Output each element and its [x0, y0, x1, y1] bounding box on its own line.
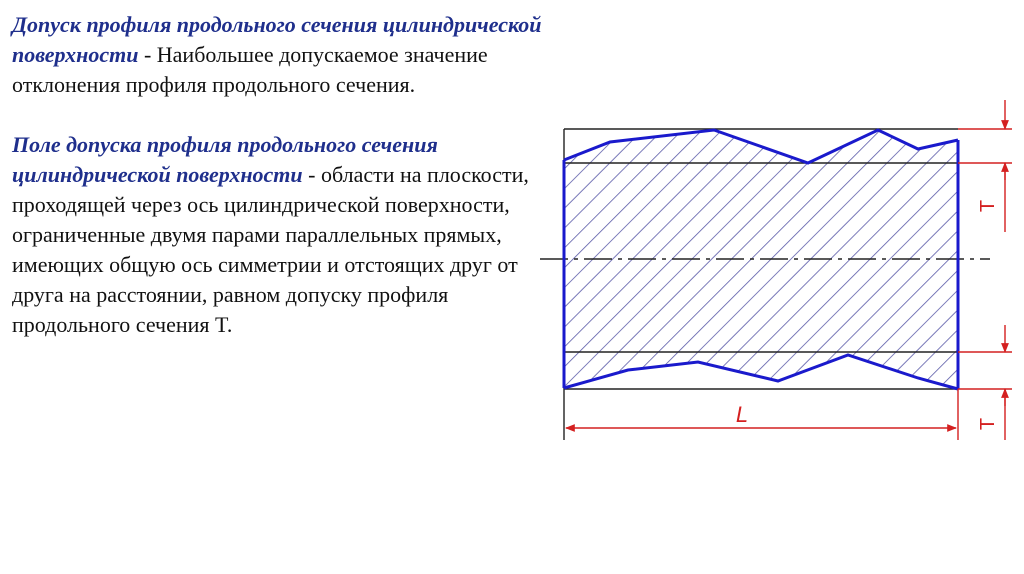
length-label: L [735, 402, 749, 427]
definition-text: Наибольшее допускаемое значение отклонения профиля продольного сечения. [12, 42, 488, 97]
term-tolerance-zone: Поле допуска профиля продольного сечения цилиндрической поверхности [12, 132, 438, 187]
tolerance-label-top: T [977, 199, 999, 213]
term-tolerance: Допуск профиля продольного сечения цилиндрической поверхности [12, 12, 542, 67]
definition-text: области на плоскости, проходящей через ось цилиндрической поверхности, ограниченные двумя парами параллельных прямых, имеющих общую ось симметрии и отстоящих друг от друга на расстоянии, равном допуску профиля продольного сечения T. [12, 162, 529, 337]
tolerance-label-bottom: T [977, 417, 999, 431]
separator: - [302, 162, 321, 187]
separator: - [138, 42, 157, 67]
